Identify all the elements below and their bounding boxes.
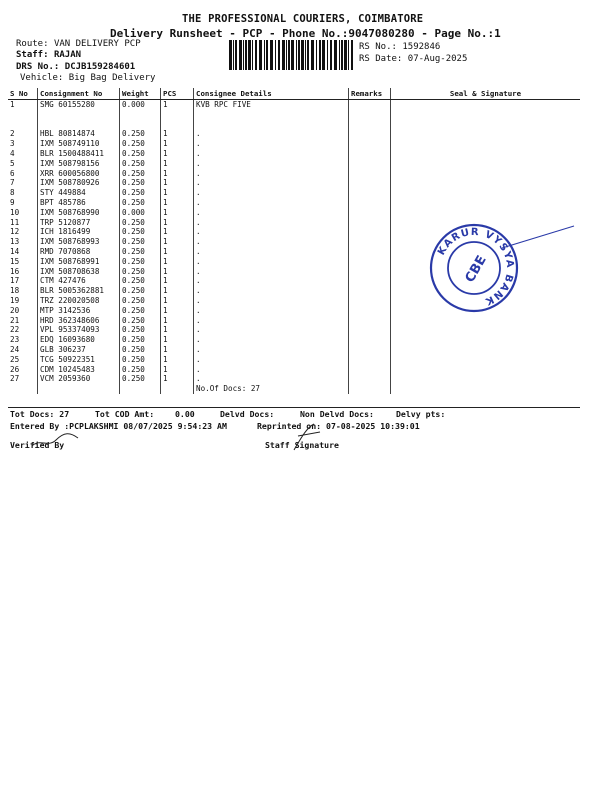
cell-cons: IXM 508749110 (38, 139, 120, 149)
cell-empty (349, 335, 391, 345)
cell-cons: STY 449884 (38, 188, 120, 198)
cell-sno: 12 (10, 227, 20, 237)
cell-empty (391, 188, 581, 198)
cell-cons: HRD 362348606 (38, 316, 120, 326)
cell-cons: MTP 3142536 (38, 306, 120, 316)
runsheet-title: Delivery Runsheet - PCP - Phone No.:9047080280 - Page No.:1 (110, 27, 501, 40)
staff-signature: Staff Signature (265, 440, 339, 450)
cell-sno: 6 (10, 168, 15, 178)
cell-cons: VCM 2059360 (38, 374, 120, 384)
cell-sno (8, 120, 38, 130)
col-weight: Weight (120, 88, 161, 100)
cell-pcs: 1 (161, 365, 194, 375)
cell-pcs: 1 (161, 188, 194, 198)
table-row (8, 355, 580, 365)
staff-value: RAJAN (53, 50, 82, 60)
cell-empty (349, 110, 391, 120)
cell-sno: 10 (10, 207, 20, 217)
cell-empty (349, 149, 391, 159)
cell-pcs (161, 110, 194, 120)
cell-empty (349, 139, 391, 149)
cell-pcs: 1 (161, 325, 194, 335)
rs-no-value: 1592846 (402, 42, 441, 52)
cell-wt: 0.250 (120, 345, 161, 355)
cell-empty (391, 384, 581, 394)
table-row (8, 365, 580, 375)
table-row (8, 159, 580, 169)
delvd-docs: Delvd Docs: (220, 409, 275, 419)
reprinted-on: Reprinted on: 07-08-2025 10:39:01 (257, 421, 420, 431)
cell-sno: 22 (10, 325, 20, 335)
cell-det (194, 120, 349, 130)
cell-empty (349, 100, 391, 110)
cell-det: . (194, 267, 349, 277)
cell-wt: 0.250 (120, 159, 161, 169)
cell-sno: 11 (10, 217, 20, 227)
col-remarks: Remarks (349, 88, 391, 100)
cell-pcs: 1 (161, 218, 194, 228)
col-consignee: Consignee Details (194, 88, 349, 100)
cell-wt: 0.250 (120, 276, 161, 286)
cell-pcs: 1 (161, 257, 194, 267)
cell-det: . (194, 247, 349, 257)
entered-by: Entered By :PCPLAKSHMI 08/07/2025 9:54:23 AM (10, 421, 227, 431)
cell-wt: 0.250 (120, 316, 161, 326)
cell-empty (391, 365, 581, 375)
cell-empty (391, 325, 581, 335)
route-line (16, 39, 141, 49)
cell-empty (349, 208, 391, 218)
cell-empty (391, 178, 581, 188)
cell-pcs: 1 (161, 374, 194, 384)
cell-sno: 13 (10, 237, 20, 247)
cell-empty (349, 355, 391, 365)
cell-empty (391, 110, 581, 120)
cell-empty (391, 169, 581, 179)
barcode (229, 40, 353, 70)
non-delvd-docs: Non Delvd Docs: (300, 409, 374, 419)
cell-empty (349, 316, 391, 326)
cell-det: KVB RPC FIVE (194, 100, 349, 110)
cell-pcs (161, 384, 194, 394)
cell-empty (349, 365, 391, 375)
cell-det: . (194, 129, 349, 139)
cell-det: No.Of Docs: 27 (194, 384, 349, 394)
cell-pcs: 1 (161, 159, 194, 169)
cell-pcs: 1 (161, 316, 194, 326)
table-row (8, 325, 580, 335)
cell-wt: 0.250 (120, 218, 161, 228)
cell-wt (120, 384, 161, 394)
cell-det (194, 110, 349, 120)
cell-cons: IXM 508780926 (38, 178, 120, 188)
tot-cod-label: Tot COD Amt: (95, 409, 155, 419)
cell-pcs: 1 (161, 296, 194, 306)
vehicle-label: Vehicle: (20, 73, 64, 83)
cell-cons: CTM 427476 (38, 276, 120, 286)
cell-wt: 0.250 (120, 306, 161, 316)
cell-empty (349, 296, 391, 306)
cell-pcs: 1 (161, 286, 194, 296)
cell-cons: IXM 508708638 (38, 267, 120, 277)
cell-empty (349, 237, 391, 247)
cell-pcs: 1 (161, 178, 194, 188)
cell-cons: TRP 5120877 (38, 218, 120, 228)
cell-cons: XRR 600056800 (38, 169, 120, 179)
stamp-bank-text: KARUR VYSYA BANK (436, 226, 516, 308)
cell-det: . (194, 374, 349, 384)
cell-sno: 17 (10, 276, 20, 286)
cell-det: . (194, 227, 349, 237)
cell-empty (391, 355, 581, 365)
cell-empty (349, 188, 391, 198)
cell-sno: 25 (10, 354, 20, 364)
cell-sno: 8 (10, 188, 15, 198)
staff-line (16, 50, 81, 60)
cell-empty (349, 159, 391, 169)
verified-by: Verified By (10, 440, 65, 450)
cell-pcs: 1 (161, 267, 194, 277)
cell-det: . (194, 325, 349, 335)
cell-cons: SMG 60155280 (38, 100, 120, 110)
cell-pcs: 1 (161, 237, 194, 247)
cell-pcs: 1 (161, 169, 194, 179)
cell-det: . (194, 257, 349, 267)
cell-sno: 16 (10, 266, 20, 276)
verified-signature-scribble (30, 422, 90, 452)
cell-empty (349, 276, 391, 286)
cell-det: . (194, 208, 349, 218)
cell-sno: 3 (10, 139, 15, 149)
cell-empty (391, 129, 581, 139)
cell-cons (38, 384, 120, 394)
cell-wt: 0.250 (120, 355, 161, 365)
vehicle-value: Big Bag Delivery (68, 73, 156, 83)
cell-det: . (194, 198, 349, 208)
cell-empty (391, 335, 581, 345)
cell-wt: 0.250 (120, 129, 161, 139)
cell-empty (349, 198, 391, 208)
cell-pcs: 1 (161, 198, 194, 208)
rs-no-line (359, 42, 440, 52)
table-row (8, 316, 580, 326)
table-row (8, 198, 580, 208)
cell-wt: 0.250 (120, 178, 161, 188)
cell-empty (349, 120, 391, 130)
cell-cons: BPT 485786 (38, 198, 120, 208)
cell-empty (349, 325, 391, 335)
cell-sno: 19 (10, 295, 20, 305)
footer-divider (8, 407, 580, 408)
cell-det: . (194, 139, 349, 149)
cell-det: . (194, 237, 349, 247)
cell-empty (391, 149, 581, 159)
cell-empty (349, 384, 391, 394)
cell-wt: 0.250 (120, 169, 161, 179)
table-row (8, 345, 580, 355)
cell-empty (349, 286, 391, 296)
cell-empty (391, 316, 581, 326)
cell-empty (349, 345, 391, 355)
cell-cons: EDQ 16093680 (38, 335, 120, 345)
cell-wt: 0.250 (120, 257, 161, 267)
cell-sno: 15 (10, 256, 20, 266)
table-row (8, 188, 580, 198)
cell-empty (349, 374, 391, 384)
table-row (8, 120, 580, 130)
cell-pcs: 1 (161, 227, 194, 237)
cell-pcs: 1 (161, 208, 194, 218)
drs-line (16, 62, 135, 72)
cell-empty (349, 218, 391, 228)
cell-empty (349, 129, 391, 139)
table-row (8, 139, 580, 149)
cell-empty (391, 345, 581, 355)
cell-pcs: 1 (161, 276, 194, 286)
table-row (8, 374, 580, 384)
cell-det: . (194, 159, 349, 169)
col-pcs: PCS (161, 88, 194, 100)
cell-empty (391, 139, 581, 149)
staff-signature-scribble (290, 420, 340, 454)
cell-pcs: 1 (161, 139, 194, 149)
table-row (8, 149, 580, 159)
cell-wt: 0.250 (120, 286, 161, 296)
cell-cons: IXM 508768993 (38, 237, 120, 247)
cell-sno (8, 384, 38, 394)
cell-cons: BLR 5005362881 (38, 286, 120, 296)
table-row (8, 100, 580, 110)
cell-cons: TCG 50922351 (38, 355, 120, 365)
cell-det: . (194, 276, 349, 286)
cell-pcs: 1 (161, 306, 194, 316)
col-consignment: Consignment No (38, 88, 120, 100)
cell-cons (38, 110, 120, 120)
vehicle-line (20, 73, 155, 83)
col-seal: Seal & Signature (391, 88, 581, 100)
cell-cons: VPL 953374093 (38, 325, 120, 335)
tot-docs: Tot Docs: 27 (10, 409, 70, 419)
cell-empty (391, 374, 581, 384)
cell-sno: 26 (10, 364, 20, 374)
cell-det: . (194, 218, 349, 228)
staff-label: Staff: (16, 50, 49, 60)
table-header-row (8, 88, 580, 100)
cell-det: . (194, 306, 349, 316)
cell-wt: 0.250 (120, 188, 161, 198)
cell-cons: RMD 7070868 (38, 247, 120, 257)
cell-sno: 7 (10, 178, 15, 188)
table-row (8, 110, 580, 120)
cell-sno: 4 (10, 148, 15, 158)
rs-date-line (359, 54, 467, 64)
cell-cons: BLR 1500488411 (38, 149, 120, 159)
cell-sno: 23 (10, 335, 20, 345)
cell-empty (349, 169, 391, 179)
cell-det: . (194, 169, 349, 179)
cell-det: . (194, 149, 349, 159)
cell-det: . (194, 178, 349, 188)
cell-empty (391, 100, 581, 110)
table-row (8, 384, 580, 394)
cell-wt: 0.250 (120, 237, 161, 247)
cell-wt: 0.000 (120, 100, 161, 110)
cell-sno (8, 110, 38, 120)
cell-det: . (194, 296, 349, 306)
cell-wt: 0.000 (120, 208, 161, 218)
cell-empty (391, 159, 581, 169)
cell-empty (391, 198, 581, 208)
cell-empty (391, 120, 581, 130)
stamp-center-text: CBE (462, 253, 490, 286)
cell-pcs: 1 (161, 149, 194, 159)
cell-cons: CDM 10245483 (38, 365, 120, 375)
cell-wt: 0.250 (120, 365, 161, 375)
route-value: VAN DELIVERY PCP (53, 39, 141, 49)
cell-cons: GLB 306237 (38, 345, 120, 355)
cell-cons: ICH 1816499 (38, 227, 120, 237)
cell-empty (349, 247, 391, 257)
cell-empty (349, 227, 391, 237)
cell-empty (349, 306, 391, 316)
cell-wt: 0.250 (120, 139, 161, 149)
cell-empty (391, 208, 581, 218)
tot-cod-value: 0.00 (175, 409, 195, 419)
cell-sno: 27 (10, 374, 20, 384)
cell-pcs: 1 (161, 100, 194, 110)
rs-date-value: 07-Aug-2025 (407, 54, 468, 64)
table-row (8, 335, 580, 345)
cell-empty (349, 267, 391, 277)
cell-sno: 1 (10, 100, 15, 109)
route-label: Route: (16, 39, 49, 49)
cell-wt: 0.250 (120, 227, 161, 237)
drs-label: DRS No.: (16, 62, 60, 72)
cell-sno: 5 (10, 158, 15, 168)
cell-pcs: 1 (161, 129, 194, 139)
cell-det: . (194, 355, 349, 365)
cell-det: . (194, 188, 349, 198)
cell-cons: IXM 508768990 (38, 208, 120, 218)
cell-cons: IXM 508768991 (38, 257, 120, 267)
cell-pcs (161, 120, 194, 130)
cell-wt: 0.250 (120, 198, 161, 208)
drs-value: DCJB159284601 (64, 62, 136, 72)
cell-wt: 0.250 (120, 296, 161, 306)
cell-wt: 0.250 (120, 325, 161, 335)
cell-wt: 0.250 (120, 267, 161, 277)
table-row (8, 178, 580, 188)
cell-sno: 14 (10, 246, 20, 256)
cell-cons (38, 120, 120, 130)
cell-det: . (194, 345, 349, 355)
col-sno: S No (8, 88, 38, 100)
cell-pcs: 1 (161, 247, 194, 257)
stamp-signature-stroke (500, 224, 576, 250)
cell-wt (120, 120, 161, 130)
table-row (8, 169, 580, 179)
cell-sno: 21 (10, 315, 20, 325)
cell-det: . (194, 286, 349, 296)
cell-wt: 0.250 (120, 335, 161, 345)
cell-pcs: 1 (161, 345, 194, 355)
cell-wt: 0.250 (120, 374, 161, 384)
table-row (8, 208, 580, 218)
cell-cons: HBL 80814874 (38, 129, 120, 139)
cell-empty (349, 178, 391, 188)
cell-pcs: 1 (161, 355, 194, 365)
cell-wt (120, 110, 161, 120)
cell-det: . (194, 335, 349, 345)
cell-wt: 0.250 (120, 247, 161, 257)
cell-empty (349, 257, 391, 267)
cell-pcs: 1 (161, 335, 194, 345)
cell-sno: 20 (10, 305, 20, 315)
company-title: THE PROFESSIONAL COURIERS, COIMBATORE (182, 13, 424, 25)
cell-cons: IXM 508798156 (38, 159, 120, 169)
table-row (8, 129, 580, 139)
delvy-pts: Delvy pts: (396, 409, 446, 419)
cell-wt: 0.250 (120, 149, 161, 159)
rs-date-label: RS Date: (359, 54, 403, 64)
cell-sno: 2 (10, 129, 15, 139)
cell-det: . (194, 316, 349, 326)
rs-no-label: RS No.: (359, 42, 397, 52)
cell-cons: TRZ 220020508 (38, 296, 120, 306)
cell-sno: 24 (10, 344, 20, 354)
cell-sno: 9 (10, 197, 15, 207)
cell-sno: 18 (10, 286, 20, 296)
cell-det: . (194, 365, 349, 375)
